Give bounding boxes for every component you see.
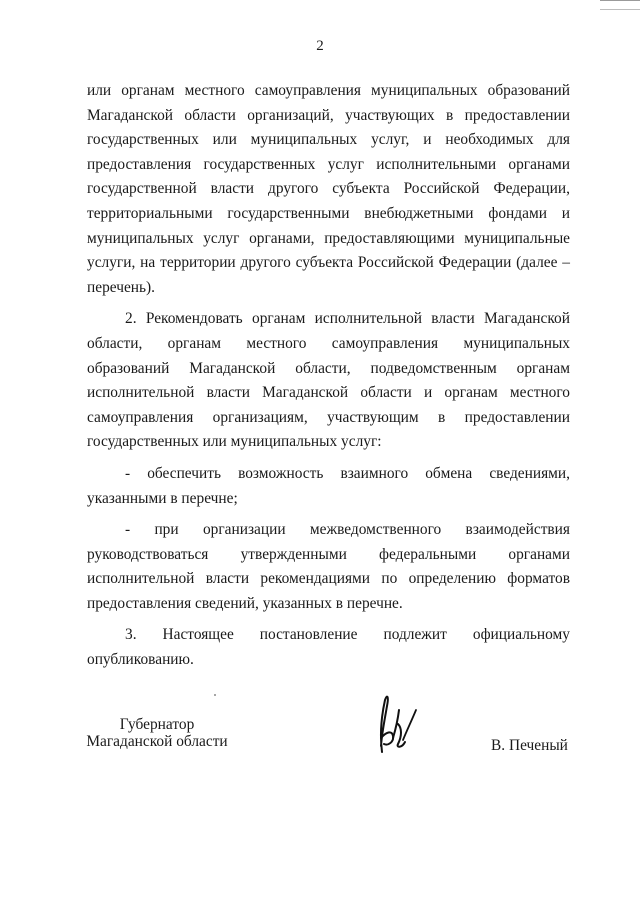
signatory-position-line2: Магаданской области bbox=[86, 733, 228, 750]
signatory-position bbox=[82, 716, 232, 750]
page-number: 2 bbox=[316, 38, 324, 54]
scan-speck bbox=[214, 694, 216, 696]
paragraph-bullet-guidance: - при организации межведомственного взаимодействия руководствоваться утвержденными федеральными органами исполнительной власти рекомендациями по определению форматов предоставления сведений, указанных в перечне. bbox=[87, 521, 570, 612]
signatory-name: В. Печеный bbox=[491, 737, 568, 754]
paragraph-item-2: 2. Рекомендовать органам исполнительной власти Магаданской области, органам местного самоуправления муниципальных образований Магаданской области, подведомственным органам исполнительной власти Магаданской области и органам местного самоуправления организациям, участвующим в предоставлении государственных или муниципальных услуг: bbox=[87, 310, 570, 451]
signatory-position-line1: Губернатор bbox=[119, 716, 195, 733]
paragraph-bullet-exchange: - обеспечить возможность взаимного обмена сведениями, указанными в перечне; bbox=[87, 464, 570, 507]
paragraph-continuation: или органам местного самоуправления муниципальных образований Магаданской области организаций, участвующих в предоставлении государственных или муниципальных услуг, и необходимых для предоставления государственных услуг исполнительными органами государственной власти другого субъекта Российской Федерации, территориальными государственными внебюджетными фондами и муниципальных услуг органами, предоставляющими муниципальные услуги, на территории другого субъекта Российской Федерации (далее – перечень). bbox=[87, 82, 570, 296]
handwritten-signature bbox=[372, 688, 420, 756]
paragraph-item-3: 3. Настоящее постановление подлежит официальному опубликованию. bbox=[87, 626, 570, 669]
document-body bbox=[87, 79, 570, 673]
scan-corner-mark bbox=[600, 0, 640, 10]
